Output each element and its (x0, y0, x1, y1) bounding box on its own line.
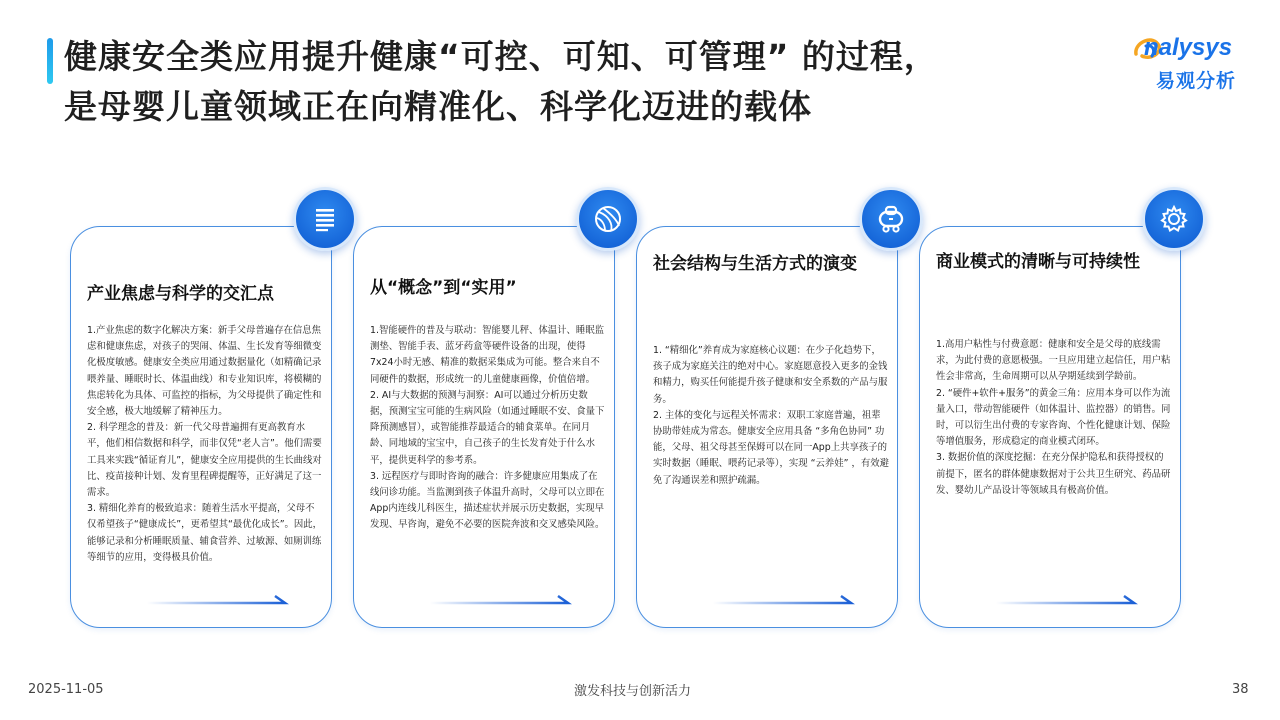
arrow-decoration (430, 595, 572, 605)
card-body (370, 323, 606, 534)
card-paragraph: 2. 主体的变化与远程关怀需求：双职工家庭普遍，祖辈协助带娃成为常态。健康安全应用具备 “多角色协同” 功能，父母、祖父母甚至保姆可以在同一App上共享孩子的实时数据（睡眠、喂药记录等），实现 “云养娃” ，有效避免了沟通误差和照护疏漏。 (653, 409, 889, 486)
card-paragraph: 2. AI与大数据的预测与洞察：AI可以通过分析历史数据，预测宝宝可能的生病风险（如通过睡眠不安、食量下降预测感冒），或智能推荐最适合的辅食菜单。在同月龄、同地域的宝宝中，自己孩子的生长发育处于什么水平，提供更科学的参考系。 (370, 389, 605, 466)
card-paragraph: 2. “硬件+软件+服务”的黄金三角：应用本身可以作为流量入口，带动智能硬件（如体温计、监控器）的销售。同时，可以衍生出付费的专家咨询、个性化健康计划、保险等增值服务，形成稳定的商业模式闭环。 (936, 387, 1171, 448)
arrow-decoration (996, 595, 1138, 605)
page-title-line-2: 是母婴儿童领域正在向精准化、科学化迈进的载体 (64, 87, 812, 126)
card-body (653, 343, 889, 489)
footer-slogan: 激发科技与创新活力 (574, 684, 692, 699)
card-industry-anxiety (70, 226, 332, 628)
card-paragraph: 1.产业焦虑的数字化解决方案：新手父母普遍存在信息焦虑和健康焦虑，对孩子的哭闹、体温、生长发育等细微变化极度敏感。健康安全类应用通过数据量化（如精确记录喂养量、睡眠时长、体温曲线）和专业知识库，将模糊的焦虑转化为具体、可监控的指标，为父母提供了确定性和安全感，极大地缓解了精神压力。 (87, 325, 322, 418)
card-social-structure (636, 226, 898, 628)
gear-icon (1142, 187, 1206, 251)
card-title: 产业焦虑与科学的交汇点 (87, 284, 274, 304)
card-paragraph: 3. 数据价值的深度挖掘：在充分保护隐私和获得授权的前提下，匿名的群体健康数据对于公共卫生研究、药品研发、婴幼儿产品设计等领域具有极高价值。 (936, 452, 1171, 496)
analysys-logo (1130, 30, 1258, 94)
card-paragraph: 1. “精细化”养育成为家庭核心议题：在少子化趋势下，孩子成为家庭关注的绝对中心。家庭愿意投入更多的金钱和精力，购买任何能提升孩子健康和安全系数的产品与服务。 (653, 345, 888, 405)
arrow-decoration (147, 595, 289, 605)
card-body (87, 323, 323, 566)
card-concept-to-practical (353, 226, 615, 628)
logo-brand: nalysys (1144, 34, 1233, 61)
card-title: 从“概念”到“实用” (370, 278, 517, 298)
arrow-decoration (713, 595, 855, 605)
page-title-line-1: 健康安全类应用提升健康“可控、可知、可管理” 的过程， (64, 37, 938, 76)
family-icon (859, 187, 923, 251)
card-body (936, 337, 1172, 499)
title-accent-bar (47, 38, 53, 84)
card-paragraph: 1.高用户粘性与付费意愿：健康和安全是父母的底线需求，为此付费的意愿极强。一旦应用建立起信任，用户粘性会非常高，生命周期可以从孕期延续到学龄前。 (936, 339, 1171, 383)
card-paragraph: 3. 远程医疗与即时咨询的融合：许多健康应用集成了在线问诊功能。当监测到孩子体温升高时，父母可以立即在App内连线儿科医生，描述症状并展示历史数据，实现早发现、早咨询，避免不必要的医院奔波和交叉感染风险。 (370, 470, 605, 531)
card-business-model (919, 226, 1181, 628)
globe-icon (576, 187, 640, 251)
card-paragraph: 2. 科学理念的普及：新一代父母普遍拥有更高教育水平，他们相信数据和科学，而非仅凭“老人言”。他们需要工具来实践“循证育儿”，健康安全应用提供的生长曲线对比、疫苗接种计划、发育里程碑提醒等，正好满足了这一需求。 (87, 422, 322, 499)
logo-subtitle: 易观分析 (1156, 70, 1237, 92)
card-paragraph: 1.智能硬件的普及与联动：智能婴儿秤、体温计、睡眠监测垫、智能手表、蓝牙药盒等硬件设备的出现，使得7x24小时无感、精准的数据采集成为可能。整合来自不同硬件的数据，形成统一的儿童健康画像，价值倍增。 (370, 325, 604, 385)
card-title: 社会结构与生活方式的演变 (653, 254, 857, 274)
page-title (64, 32, 1084, 132)
card-paragraph: 3. 精细化养育的极致追求：随着生活水平提高，父母不仅希望孩子“健康成长”，更希望其“最优化成长”。因此，能够记录和分析睡眠质量、辅食营养、过敏源、如厕训练等细节的应用，变得极具价值。 (87, 503, 323, 563)
page-number: 38 (1232, 682, 1249, 697)
footer-date: 2025-11-05 (28, 682, 104, 697)
document-lines-icon (293, 187, 357, 251)
card-title: 商业模式的清晰与可持续性 (936, 252, 1140, 272)
